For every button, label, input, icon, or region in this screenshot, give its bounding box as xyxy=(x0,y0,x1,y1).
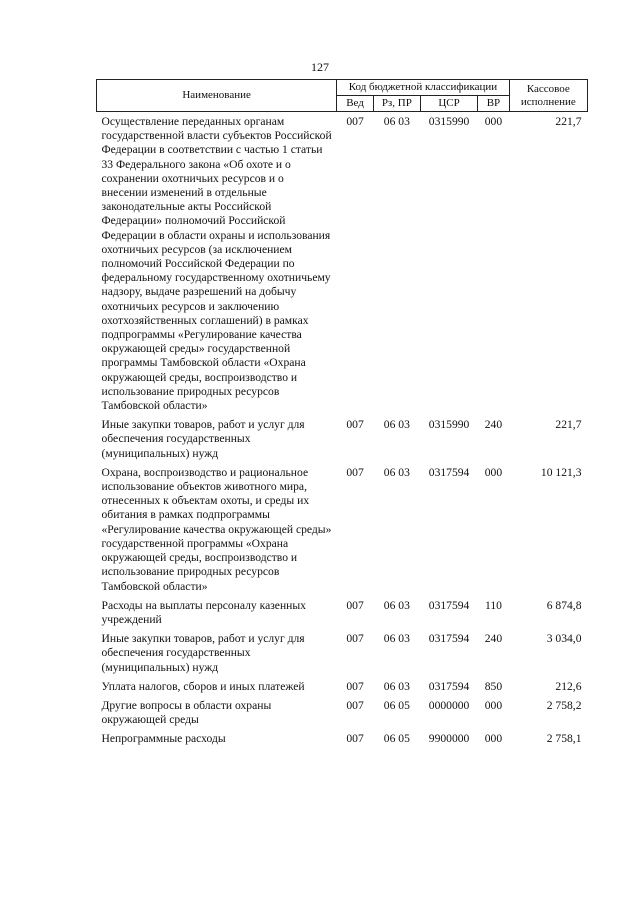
row-amount: 221,7 xyxy=(555,115,582,128)
row-rz-pr: 06 03 xyxy=(383,465,410,479)
row-name: Непрограммные расходы xyxy=(101,732,226,746)
row-rz-pr: 06 03 xyxy=(383,679,410,693)
row-name: Охрана, воспроизводство и рациональное использование объектов животного мира, отнесенных к объектам охоты, и среды их обитания в рамках подпрограммы «Регулирование качества окружающей среды» государственной программы «Охрана окружающей среды, воспроизводство и использование природных ресурсов Тамбовской области» xyxy=(101,465,332,593)
row-rz-pr: 06 03 xyxy=(383,598,410,612)
row-name: Уплата налогов, сборов и иных платежей xyxy=(101,679,305,693)
row-ved: 007 xyxy=(346,598,364,612)
row-name: Другие вопросы в области охраны окружающей среды xyxy=(101,698,272,727)
row-ved: 007 xyxy=(346,115,364,128)
header-amount: Кассовое исполнение xyxy=(509,80,587,112)
header-name: Наименование xyxy=(97,80,337,112)
row-vr: 850 xyxy=(484,679,503,693)
row-vr: 000 xyxy=(484,698,503,712)
row-csr: 0317594 xyxy=(428,465,470,479)
row-ved: 007 xyxy=(346,679,364,693)
row-csr: 0000000 xyxy=(428,698,470,712)
table-header xyxy=(97,80,588,112)
table-body xyxy=(97,112,588,752)
header-ved: Вед xyxy=(337,96,374,112)
row-csr: 0317594 xyxy=(428,679,470,693)
row-name: Иные закупки товаров, работ и услуг для обеспечения государственных (муниципальных) нужд xyxy=(101,418,305,460)
table-row xyxy=(97,599,588,632)
row-amount: 212,6 xyxy=(555,679,582,693)
row-name: Иные закупки товаров, работ и услуг для обеспечения государственных (муниципальных) нужд xyxy=(101,632,305,674)
table-row xyxy=(97,632,588,680)
row-amount: 3 034,0 xyxy=(546,632,582,646)
row-rz-pr: 06 03 xyxy=(383,418,410,432)
row-amount: 6 874,8 xyxy=(546,598,582,612)
row-csr: 9900000 xyxy=(428,732,470,746)
row-rz-pr: 06 05 xyxy=(383,698,410,712)
row-ved: 007 xyxy=(346,632,364,646)
row-rz-pr: 06 03 xyxy=(383,632,410,646)
row-ved: 007 xyxy=(346,732,364,746)
header-csr: ЦСР xyxy=(420,96,477,112)
row-vr: 110 xyxy=(484,598,502,612)
row-ved: 007 xyxy=(346,418,364,432)
row-ved: 007 xyxy=(346,465,364,479)
row-rz-pr: 06 03 xyxy=(383,115,410,128)
row-csr: 0315990 xyxy=(428,115,470,128)
row-vr: 000 xyxy=(484,115,503,128)
header-rz-pr: Рз, ПР xyxy=(373,96,420,112)
header-vr: ВР xyxy=(478,96,509,112)
row-amount: 221,7 xyxy=(555,418,582,432)
row-rz-pr: 06 05 xyxy=(383,732,410,746)
table-row xyxy=(97,732,588,751)
row-vr: 000 xyxy=(484,732,503,746)
row-name: Расходы на выплаты персоналу казенных учреждений xyxy=(101,598,306,626)
budget-table xyxy=(96,79,588,752)
row-csr: 0317594 xyxy=(428,632,470,646)
header-code-group: Код бюджетной классификации xyxy=(337,80,509,96)
row-vr: 240 xyxy=(484,418,503,432)
row-amount: 2 758,2 xyxy=(546,698,582,712)
table-row xyxy=(97,112,588,419)
row-csr: 0315990 xyxy=(428,418,470,432)
table-row xyxy=(97,699,588,732)
row-vr: 000 xyxy=(484,465,503,479)
row-csr: 0317594 xyxy=(428,598,470,612)
page-number: 127 xyxy=(311,60,329,74)
row-amount: 2 758,1 xyxy=(546,732,582,746)
row-amount: 10 121,3 xyxy=(540,465,582,479)
table-row xyxy=(97,418,588,466)
table-row xyxy=(97,680,588,699)
row-name: Осуществление переданных органам государственной власти субъектов Российской Федерации в соответствии с частью 1 статьи 33 Федерального закона «Об охоте и о сохранении охотничьих ресурсов и о внесении изменений в отдельные законодательные акты Российской Федерации» полномочий Российской Федерации в области охраны и использования охотничьих ресурсов (за исключением полномочий Российской Федерации по федеральному государственному охотничьему надзору, выдаче разрешений на добычу охотничьих ресурсов и заключению охотхозяйственных соглашений) в рамках подпрограммы «Регулирование качества окружающей среды» государственной программы Тамбовской области «Охрана окружающей среды, воспроизводство и использование природных ресурсов Тамбовской области» xyxy=(101,115,332,413)
row-ved: 007 xyxy=(346,698,364,712)
table-row xyxy=(97,466,588,599)
row-vr: 240 xyxy=(484,632,503,646)
